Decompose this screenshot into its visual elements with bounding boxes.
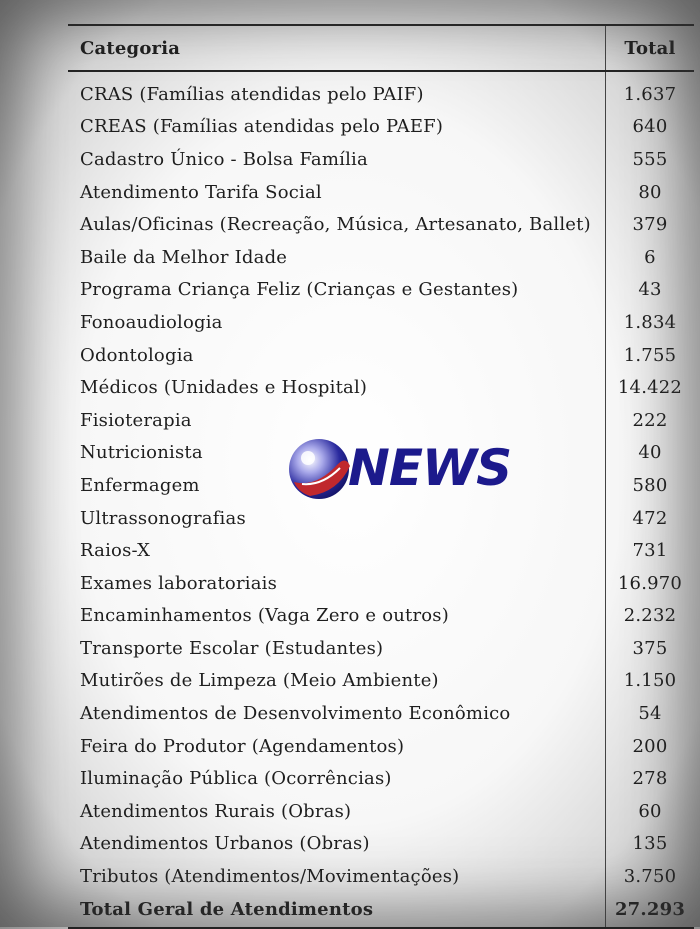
row-total: 375: [606, 632, 695, 665]
row-total: 2.232: [606, 600, 695, 633]
row-total: 379: [606, 208, 695, 241]
row-total: 6: [606, 241, 695, 274]
table-row: [68, 371, 694, 404]
row-category: Encaminhamentos (Vaga Zero e outros): [80, 605, 449, 627]
row-category: Atendimentos Rurais (Obras): [80, 800, 352, 822]
table-row: [68, 339, 694, 372]
row-total: 1.755: [606, 339, 695, 372]
table-row: [68, 828, 694, 861]
table-footer-row: [68, 893, 694, 928]
row-category: Cadastro Único - Bolsa Família: [80, 148, 368, 170]
row-total: 54: [606, 697, 695, 730]
row-total: 135: [606, 828, 695, 861]
table-row: [68, 241, 694, 274]
table-row: [68, 176, 694, 209]
row-total: 555: [606, 143, 695, 176]
row-total: 60: [606, 795, 695, 828]
row-total: 472: [606, 502, 695, 535]
row-total: 1.150: [606, 665, 695, 698]
row-total: 640: [606, 111, 695, 144]
row-total: 1.637: [606, 71, 695, 111]
table-row: [68, 762, 694, 795]
row-total: 580: [606, 469, 695, 502]
row-total: 40: [606, 437, 695, 470]
row-category: Aulas/Oficinas (Recreação, Música, Artesanato, Ballet): [80, 214, 591, 236]
table-row: [68, 208, 694, 241]
footer-total: 27.293: [606, 893, 695, 928]
table-row: [68, 502, 694, 535]
row-category: Odontologia: [80, 344, 194, 366]
row-category: Programa Criança Feliz (Crianças e Gestantes): [80, 279, 519, 301]
row-total: 222: [606, 404, 695, 437]
header-total: Total: [606, 25, 695, 71]
row-total: 3.750: [606, 860, 695, 893]
row-total: 80: [606, 176, 695, 209]
table-row: [68, 306, 694, 339]
row-total: 43: [606, 274, 695, 307]
row-category: Fonoaudiologia: [80, 311, 223, 333]
row-category: Iluminação Pública (Ocorrências): [80, 768, 392, 790]
row-category: Mutirões de Limpeza (Meio Ambiente): [80, 670, 439, 692]
row-total: 1.834: [606, 306, 695, 339]
globe-icon: [288, 436, 354, 502]
table-row: [68, 632, 694, 665]
header-category: Categoria: [80, 37, 181, 59]
table-row: [68, 404, 694, 437]
footer-category: Total Geral de Atendimentos: [80, 899, 374, 921]
row-category: Tributos (Atendimentos/Movimentações): [80, 866, 460, 888]
row-total: 14.422: [606, 371, 695, 404]
news-watermark-logo: [288, 436, 512, 502]
row-category: Raios-X: [80, 540, 151, 562]
table-row: [68, 143, 694, 176]
row-category: Feira do Produtor (Agendamentos): [80, 735, 405, 757]
row-category: Atendimento Tarifa Social: [80, 181, 322, 203]
table-row: [68, 600, 694, 633]
row-total: 731: [606, 534, 695, 567]
table-row: [68, 111, 694, 144]
table-row: [68, 795, 694, 828]
row-total: 200: [606, 730, 695, 763]
table-row: [68, 71, 694, 111]
table-row: [68, 665, 694, 698]
row-category: CRAS (Famílias atendidas pelo PAIF): [80, 83, 424, 105]
row-category: Atendimentos de Desenvolvimento Econômico: [80, 703, 511, 725]
table-row: [68, 534, 694, 567]
row-category: Nutricionista: [80, 442, 203, 464]
row-category: Exames laboratoriais: [80, 572, 278, 594]
row-category: Transporte Escolar (Estudantes): [80, 637, 384, 659]
table-row: [68, 274, 694, 307]
table-row: [68, 567, 694, 600]
row-total: 278: [606, 762, 695, 795]
news-logo-text: NEWS: [348, 439, 512, 497]
row-category: CREAS (Famílias atendidas pelo PAEF): [80, 116, 444, 138]
table-row: [68, 860, 694, 893]
table-header-row: [68, 25, 694, 71]
row-category: Baile da Melhor Idade: [80, 246, 288, 268]
row-total: 16.970: [606, 567, 695, 600]
table-row: [68, 730, 694, 763]
row-category: Atendimentos Urbanos (Obras): [80, 833, 370, 855]
row-category: Médicos (Unidades e Hospital): [80, 377, 368, 399]
table-row: [68, 697, 694, 730]
row-category: Ultrassonografias: [80, 507, 246, 529]
row-category: Enfermagem: [80, 474, 200, 496]
row-category: Fisioterapia: [80, 409, 192, 431]
